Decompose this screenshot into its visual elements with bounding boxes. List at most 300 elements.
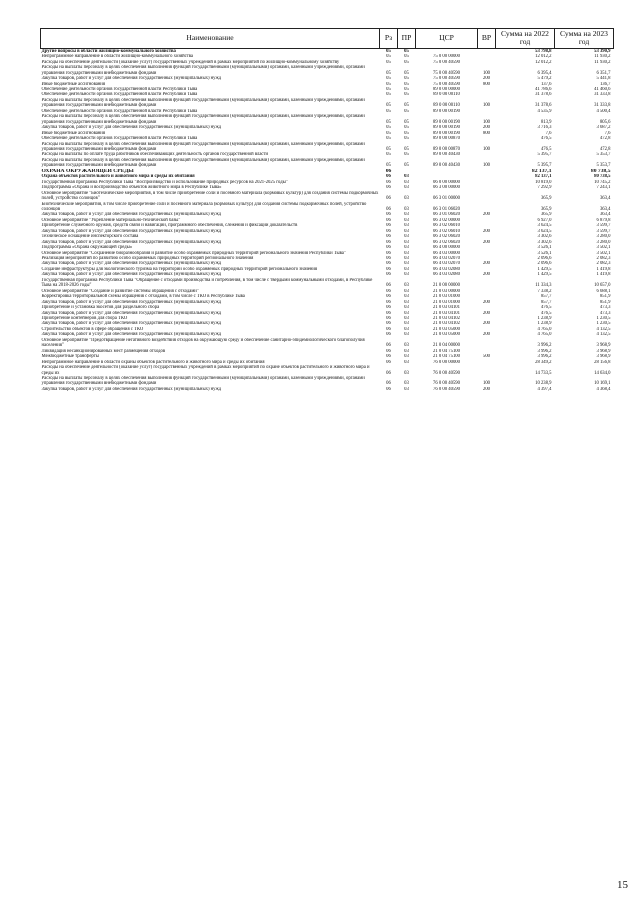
cell-name: Закупка товаров, работ и услуг для обеспечения государственных (муниципальных) нужд — [41, 76, 222, 82]
cell-csr: 21 0 03 04102 — [433, 316, 460, 322]
cell-name: Расходы на выплаты персоналу в целях обеспечения выполнения функций государственными (муниципальными) органами, казенными учреждениями, органами управления государственными внебюджетными фондами — [41, 97, 365, 109]
cell-name: Расходы на выплаты персоналу в целях обеспечения выполнения функций государственными (муниципальными) органами, казенными учреждениями, органами управления государственными внебюджетными фондами — [41, 65, 365, 76]
cell-sum-2023: 6 879,8 — [596, 217, 611, 223]
table-row — [41, 158, 614, 169]
cell-name: Расходы на выплаты персоналу в целях обеспечения выполнения функций государственными (муниципальными) органами, казенными учреждениями, органами управления государственными внебюджетными фондами — [41, 157, 365, 169]
cell-pr: 05 — [404, 76, 409, 82]
cell-rz: 06 — [386, 239, 391, 245]
cell-csr: 76 0 00 40590 — [433, 370, 460, 376]
cell-pr: 03 — [404, 343, 409, 349]
cell-pr: 03 — [404, 228, 409, 234]
cell-csr: 76 0 00 40590 — [433, 381, 460, 387]
cell-sum-2023: 3 687,2 — [596, 125, 611, 131]
cell-sum-2022: 53 798,8 — [535, 48, 552, 54]
cell-rz: 05 — [386, 59, 391, 65]
cell-sum-2023: 4 132,5 — [596, 332, 611, 338]
cell-name: ОХРАНА ОКРУЖАЮЩЕЙ СРЕДЫ — [41, 168, 134, 174]
cell-pr: 03 — [404, 234, 409, 240]
cell-rz: 06 — [386, 179, 391, 185]
cell-vr: 100 — [482, 119, 491, 125]
cell-pr: 03 — [404, 196, 409, 202]
cell-sum-2022: 857,7 — [540, 299, 552, 305]
cell-vr: 200 — [482, 332, 491, 338]
cell-sum-2022: 3 624,5 — [537, 223, 552, 229]
table-row — [41, 278, 614, 289]
cell-rz: 05 — [386, 76, 391, 82]
cell-pr: 03 — [404, 354, 409, 360]
cell-csr: 21 0 04 75100 — [433, 348, 460, 354]
table-row — [41, 338, 614, 349]
cell-csr: 89 0 00 00110 — [433, 92, 460, 98]
cell-pr: 03 — [404, 256, 409, 262]
cell-sum-2022: 41 786,6 — [535, 86, 552, 92]
cell-csr: 06 3 02 06010 — [433, 223, 460, 229]
cell-sum-2022: 3 302,6 — [537, 239, 552, 245]
cell-name: Основное мероприятие "Создание и развитие системы обращения с отходами" — [41, 288, 199, 294]
cell-vr: 800 — [482, 81, 491, 87]
cell-sum-2022: 7 338,2 — [537, 288, 552, 294]
cell-sum-2023: 3 280,0 — [596, 239, 611, 245]
cell-sum-2022: 7,6 — [545, 130, 552, 136]
cell-name: Закупка товаров, работ и услуг для обеспечения государственных (муниципальных) нужд — [41, 272, 222, 278]
cell-rz: 06 — [386, 185, 391, 191]
cell-name: Государственная программа Республики Тыва "Воспроизводство и использование природных ресурсов на 2021-2025 годы" — [41, 179, 288, 185]
cell-rz: 05 — [386, 125, 391, 131]
cell-rz: 06 — [386, 294, 391, 300]
cell-sum-2023: 1 230,5 — [596, 316, 611, 322]
cell-rz: 06 — [386, 174, 391, 180]
cell-rz: 06 — [386, 299, 391, 305]
table-row — [41, 114, 614, 125]
cell-rz: 06 — [386, 196, 391, 202]
cell-csr: 06 3 01 06020 — [433, 212, 460, 218]
cell-pr: 05 — [404, 108, 409, 114]
cell-csr: 06 3 02 06020 — [433, 234, 460, 240]
cell-csr: 06 3 02 00000 — [433, 217, 460, 223]
cell-name: Закупка товаров, работ и услуг для обеспечения государственных (муниципальных) нужд — [41, 299, 222, 305]
cell-name: Закупка товаров, работ и услуг для обеспечения государственных (муниципальных) нужд — [41, 321, 222, 327]
cell-sum-2023: 6 351,7 — [596, 70, 611, 76]
cell-vr: 100 — [482, 146, 491, 152]
cell-sum-2023: 10 745,2 — [594, 179, 611, 185]
cell-csr: 76 0 00 00000 — [433, 359, 460, 365]
cell-sum-2022: 365,9 — [540, 212, 552, 218]
cell-pr: 05 — [404, 163, 409, 169]
cell-rz: 05 — [386, 146, 391, 152]
cell-rz: 05 — [386, 119, 391, 125]
cell-rz: 06 — [386, 228, 391, 234]
cell-csr: 21 0 03 04102 — [433, 321, 460, 327]
cell-rz: 06 — [386, 206, 391, 212]
cell-sum-2022: 3 996,2 — [537, 343, 552, 349]
cell-sum-2022: 2 096,6 — [537, 261, 552, 267]
cell-vr: 500 — [482, 354, 491, 360]
cell-rz: 05 — [386, 130, 391, 136]
cell-pr: 05 — [404, 130, 409, 136]
cell-csr: 89 0 00 00190 — [433, 108, 460, 114]
cell-sum-2022: 3 996,2 — [537, 348, 552, 354]
cell-rz: 06 — [386, 321, 391, 327]
cell-sum-2022: 11 334,3 — [535, 283, 552, 289]
cell-name: Обеспечение деятельности органов государственной власти Республики Тыва — [41, 136, 198, 142]
cell-pr: 03 — [404, 266, 409, 272]
cell-name: Закупка товаров, работ и услуг для обеспечения государственных (муниципальных) нужд — [41, 228, 222, 234]
cell-pr: 03 — [404, 185, 409, 191]
cell-rz: 05 — [386, 163, 391, 169]
cell-sum-2022: 1 429,5 — [537, 266, 552, 272]
cell-vr — [478, 365, 496, 376]
cell-sum-2023: 6 688,1 — [596, 288, 611, 294]
cell-pr: 03 — [404, 250, 409, 256]
cell-sum-2022: 1 238,9 — [537, 321, 552, 327]
cell-csr: 75 0 00 40590 — [433, 76, 460, 82]
cell-csr: 06 4 03 02070 — [433, 261, 460, 267]
cell-pr: 03 — [404, 332, 409, 338]
cell-name: Закупка товаров, работ и услуг для обеспечения государственных (муниципальных) нужд — [41, 239, 222, 245]
cell-rz: 06 — [386, 359, 391, 365]
cell-sum-2022: 12 012,2 — [535, 59, 552, 65]
cell-sum-2023: 4 500,4 — [596, 108, 611, 114]
cell-sum-2023: 4 132,5 — [596, 326, 611, 332]
cell-sum-2022: 476,5 — [540, 136, 552, 142]
header-sum-2023: Сумма на 2023 год — [555, 29, 614, 49]
cell-vr: 200 — [482, 272, 491, 278]
cell-sum-2022: 3 526,1 — [537, 250, 552, 256]
cell-sum-2023: 363,4 — [599, 196, 611, 202]
cell-csr: 75 0 00 40590 — [433, 59, 460, 65]
cell-vr: 200 — [482, 310, 491, 316]
cell-pr: 03 — [404, 261, 409, 267]
cell-name: Межбюджетные трансферты — [41, 354, 99, 360]
cell-sum-2023: 363,4 — [599, 212, 611, 218]
cell-rz: 06 — [386, 326, 391, 332]
cell-name: Иные бюджетные ассигнования — [41, 130, 105, 136]
cell-sum-2023: 1 419,8 — [596, 272, 611, 278]
cell-csr: 89 0 00 00000 — [433, 86, 460, 92]
cell-csr: 21 0 04 75100 — [433, 354, 460, 360]
cell-rz: 06 — [386, 266, 391, 272]
cell-sum-2023: 11 930,2 — [594, 59, 611, 65]
table-row — [41, 142, 614, 153]
cell-csr: 76 0 00 40590 — [433, 386, 460, 392]
cell-vr: 200 — [482, 321, 491, 327]
header-name: Наименование — [41, 29, 380, 49]
budget-sheet — [40, 28, 613, 392]
cell-vr — [478, 338, 496, 349]
cell-sum-2022: 31 378,6 — [535, 103, 552, 109]
cell-rz: 06 — [386, 261, 391, 267]
cell-csr: 21 0 04 00000 — [433, 343, 460, 349]
cell-sum-2022: 4 765,0 — [537, 326, 552, 332]
cell-csr: 21 0 03 01000 — [433, 299, 460, 305]
cell-name: Приобретение и установка экосетов для раздельного сбора — [41, 305, 160, 311]
cell-name: Расходы на обеспечение деятельности (оказание услуг) государственных учреждений в рамках мероприятий по жилищно-коммунальному хозяйству — [41, 59, 340, 65]
cell-pr: 05 — [404, 146, 409, 152]
header-vr: ВР — [478, 29, 496, 49]
cell-pr: 03 — [404, 272, 409, 278]
cell-sum-2023: 3 968,9 — [596, 343, 611, 349]
cell-sum-2023: 2 082,3 — [596, 256, 611, 262]
cell-rz: 06 — [386, 343, 391, 349]
cell-csr: 21 0 00 00000 — [433, 283, 460, 289]
cell-rz: 05 — [386, 152, 391, 158]
cell-name: Иные бюджетные ассигнования — [41, 81, 105, 87]
cell-vr: 200 — [482, 239, 491, 245]
cell-vr: 200 — [482, 212, 491, 218]
cell-rz: 05 — [386, 70, 391, 76]
cell-csr: 75 0 00 40590 — [433, 70, 460, 76]
cell-sum-2022: 82 137,1 — [531, 168, 552, 174]
cell-sum-2022: 5 479,2 — [537, 76, 552, 82]
cell-vr: 100 — [482, 70, 491, 76]
cell-name: Расходы на выплаты персоналу в целях обеспечения выполнения функций государственными (муниципальными) органами, казенными учреждениями, органами управления государственными внебюджетными фондами — [41, 141, 365, 152]
cell-csr: 06 3 00 00000 — [433, 185, 460, 191]
cell-name: Основное мероприятие "Биотехнические мероприятия, в том числе приобретение соли и посевного материала (кормовых культур) для создания системы подкормочных полей, устройство солонцов" — [41, 190, 379, 202]
cell-csr: 06 3 01 00000 — [433, 196, 460, 202]
cell-pr: 03 — [404, 299, 409, 305]
cell-name: Биотехнические мероприятия, в том числе приобретение соли и посевного материала (кормовых культур) для создания системы подкормочных полей, устройство солонцов — [41, 201, 367, 212]
table-body — [41, 48, 614, 392]
cell-csr: 21 0 03 00000 — [433, 288, 460, 294]
cell-csr: 89 0 00 40430 — [433, 152, 460, 158]
cell-sum-2022: 1 238,9 — [537, 316, 552, 322]
cell-pr: 03 — [404, 316, 409, 322]
cell-sum-2023: 3 968,9 — [596, 348, 611, 354]
cell-pr: 05 — [404, 136, 409, 142]
table-row — [41, 191, 614, 202]
cell-pr: 03 — [404, 321, 409, 327]
cell-csr: 06 3 02 06010 — [433, 228, 460, 234]
cell-sum-2022: 3 716,3 — [537, 125, 552, 131]
cell-pr: 03 — [404, 174, 409, 180]
cell-sum-2023: 472,8 — [599, 146, 611, 152]
cell-pr: 03 — [404, 217, 409, 223]
cell-vr: 100 — [482, 163, 491, 169]
cell-name: Обеспечение деятельности органов государственной власти Республики Тыва — [41, 92, 198, 98]
cell-name: Ликвидация несанкционированных мест размещения отходов — [41, 348, 166, 354]
cell-sum-2023: 80 738,5 — [590, 168, 611, 174]
cell-rz: 06 — [386, 223, 391, 229]
cell-pr: 03 — [404, 381, 409, 387]
cell-sum-2023: 473,3 — [599, 310, 611, 316]
cell-pr: 03 — [404, 206, 409, 212]
cell-rz: 06 — [386, 288, 391, 294]
cell-sum-2022: 6 395,4 — [537, 70, 552, 76]
cell-name: Государственная программа Республики Тыва "Обращение с отходами производства и потребления, в том числе с твердыми коммунальными отходами, в Республике Тыва на 2018-2026 годы" — [41, 277, 373, 289]
cell-csr: 21 0 03 04101 — [433, 310, 460, 316]
cell-pr: 03 — [404, 288, 409, 294]
cell-name: Подпрограмма «Охрана окружающей среды» — [41, 245, 133, 251]
cell-sum-2022: 476,5 — [540, 146, 552, 152]
cell-sum-2023: 3 280,0 — [596, 234, 611, 240]
cell-sum-2022: 10 238,9 — [535, 381, 552, 387]
cell-csr: 89 0 00 00190 — [433, 125, 460, 131]
cell-sum-2023: 472,8 — [599, 136, 611, 142]
cell-name: Приобретение служебного оружия, средств связи и навигации, программного обеспечения, слежения и фиксации доказательств — [41, 223, 298, 229]
cell-rz: 05 — [386, 54, 391, 60]
cell-sum-2022: 2 096,6 — [537, 256, 552, 262]
header-sum-2022: Сумма на 2022 год — [496, 29, 555, 49]
cell-sum-2022: 14 733,5 — [535, 370, 552, 376]
cell-rz: 05 — [386, 103, 391, 109]
cell-sum-2023: 805,6 — [599, 119, 611, 125]
cell-name: Основное мероприятие "Сохранение биоразнообразия и развитие особо охраняемых природных территорий регионального значения Республики Тыва" — [41, 250, 346, 256]
cell-sum-2022: 3 302,6 — [537, 234, 552, 240]
cell-pr: 03 — [404, 348, 409, 354]
cell-rz: 05 — [386, 86, 391, 92]
cell-csr: 89 0 00 00870 — [433, 146, 460, 152]
cell-pr: 03 — [404, 223, 409, 229]
cell-sum-2022: 28 349,2 — [535, 359, 552, 365]
cell-sum-2023: 31 333,8 — [594, 92, 611, 98]
cell-pr: 03 — [404, 212, 409, 218]
cell-sum-2023: 2 082,3 — [596, 261, 611, 267]
cell-sum-2023: 10 169,1 — [594, 381, 611, 387]
cell-sum-2023: 10 657,0 — [594, 283, 611, 289]
cell-vr: 200 — [482, 261, 491, 267]
cell-rz: 06 — [386, 250, 391, 256]
cell-sum-2022: 10 819,0 — [535, 179, 552, 185]
cell-sum-2023: 41 460,6 — [594, 86, 611, 92]
cell-name: Закупка товаров, работ и услуг для обеспечения государственных (муниципальных) нужд — [41, 125, 222, 131]
cell-name: Реализация мероприятий по развитию особо охраняемых природных территорий регионального значения — [41, 256, 254, 262]
cell-name: Обеспечение деятельности органов государственной власти Республики Тыва — [41, 86, 198, 92]
cell-pr: 05 — [404, 125, 409, 131]
cell-sum-2023: 851,9 — [599, 299, 611, 305]
cell-sum-2022: 31 378,6 — [535, 92, 552, 98]
cell-pr: 05 — [404, 70, 409, 76]
cell-csr: 75 0 00 00000 — [433, 54, 460, 60]
cell-pr: 03 — [404, 359, 409, 365]
cell-rz: 06 — [386, 245, 391, 251]
cell-rz: 06 — [386, 212, 391, 218]
cell-pr: 03 — [404, 294, 409, 300]
cell-pr: 03 — [404, 370, 409, 376]
cell-sum-2023: 53 390,9 — [594, 48, 611, 54]
cell-name: Основное мероприятие "Предотвращение негативного воздействия отходов на окружающую среду и обеспечение санитарно-эпидемиологического благополучия населения" — [41, 337, 365, 349]
header-csr: ЦСР — [416, 29, 478, 49]
cell-vr: 200 — [482, 386, 491, 392]
cell-sum-2023: 31 333,8 — [594, 103, 611, 109]
cell-rz: 06 — [386, 348, 391, 354]
cell-name: Закупка товаров, работ и услуг для обеспечения государственных (муниципальных) нужд — [41, 261, 222, 267]
cell-vr: 200 — [482, 299, 491, 305]
cell-name: Техническое оснащение инспекторского состава — [41, 234, 139, 240]
cell-sum-2023: 851,9 — [599, 294, 611, 300]
cell-name: Закупка товаров, работ и услуг для обеспечения государственных (муниципальных) нужд — [41, 310, 222, 316]
cell-sum-2023: 5 353,7 — [596, 152, 611, 158]
cell-rz: 05 — [386, 108, 391, 114]
cell-sum-2022: 82 137,1 — [535, 174, 552, 180]
cell-name: Корректировка территориальной схемы обращения с отходами, в том числе с ТКО в Республике Тыва — [41, 294, 245, 300]
cell-sum-2023: 363,4 — [599, 206, 611, 212]
cell-sum-2022: 365,9 — [540, 196, 552, 202]
cell-rz: 06 — [386, 381, 391, 387]
table-header-row — [41, 29, 614, 49]
cell-csr: 21 0 03 05000 — [433, 326, 460, 332]
cell-sum-2023: 7 243,1 — [596, 185, 611, 191]
cell-rz: 06 — [386, 332, 391, 338]
cell-pr: 05 — [404, 81, 409, 87]
cell-sum-2023: 14 634,0 — [594, 370, 611, 376]
cell-rz: 06 — [386, 305, 391, 311]
cell-name: Расходы на выплаты персоналу в целях обеспечения выполнения функций государственными (муниципальными) органами, казенными учреждениями, органами управления государственными внебюджетными фондами — [41, 114, 365, 125]
cell-sum-2022: 3 526,1 — [537, 245, 552, 251]
cell-csr: 06 4 03 02080 — [433, 266, 460, 272]
budget-table — [40, 28, 614, 392]
table-row — [41, 376, 614, 387]
cell-pr: 05 — [404, 86, 409, 92]
cell-pr: 05 — [404, 92, 409, 98]
cell-vr — [478, 202, 496, 213]
table-row — [41, 387, 614, 392]
cell-name: Расходы на выплаты персоналу в целях обеспечения выполнения функций государственными (муниципальными) органами, казенными учреждениями, органами управления государственными внебюджетными фондами — [41, 376, 365, 387]
cell-csr: 89 0 00 00190 — [433, 119, 460, 125]
cell-vr: 200 — [482, 125, 491, 131]
cell-name: Основное мероприятие "Укрепление материально-технической базы" — [41, 217, 181, 223]
cell-sum-2023: 4 368,4 — [596, 386, 611, 392]
cell-vr — [478, 278, 496, 289]
cell-csr: 89 0 00 00110 — [433, 103, 460, 109]
cell-rz: 05 — [386, 92, 391, 98]
cell-sum-2023: 3 599,7 — [596, 228, 611, 234]
cell-csr: 06 3 02 06020 — [433, 239, 460, 245]
cell-sum-2023: 1 419,8 — [596, 266, 611, 272]
cell-rz: 06 — [386, 316, 391, 322]
cell-pr: 05 — [404, 54, 409, 60]
cell-name: Расходы на обеспечение деятельности (оказание услуг) государственных учреждений в рамках мероприятий по охране объектов растительного и животного мира и среды их — [41, 365, 370, 376]
cell-sum-2023: 11 930,2 — [594, 54, 611, 60]
cell-sum-2022: 3 624,5 — [537, 228, 552, 234]
cell-pr: 03 — [404, 239, 409, 245]
cell-sum-2023: 5 441,8 — [596, 76, 611, 82]
cell-pr: 03 — [404, 245, 409, 251]
cell-name: Непрограммное направление в области жилищно-коммунального хозяйства — [41, 54, 193, 60]
cell-sum-2022: 4 535,9 — [537, 108, 552, 114]
cell-vr: 800 — [482, 130, 491, 136]
cell-pr: 05 — [404, 152, 409, 158]
cell-csr: 21 0 03 05000 — [433, 332, 460, 338]
cell-name: Закупка товаров, работ и услуг для обеспечения государственных (муниципальных) нужд — [41, 212, 222, 218]
cell-rz: 06 — [386, 370, 391, 376]
cell-csr: 06 3 01 06020 — [433, 206, 460, 212]
cell-rz: 05 — [386, 81, 391, 87]
cell-sum-2022: 365,9 — [540, 206, 552, 212]
cell-sum-2022: 476,5 — [540, 310, 552, 316]
cell-vr: 200 — [482, 76, 491, 82]
header-rz: Рз — [380, 29, 398, 49]
cell-pr: 05 — [404, 48, 409, 54]
cell-rz: 06 — [386, 283, 391, 289]
cell-name: Строительство объектов в сфере обращения с ТКО — [41, 326, 144, 332]
cell-sum-2023: 3 599,7 — [596, 223, 611, 229]
cell-vr: 100 — [482, 103, 491, 109]
cell-vr — [478, 191, 496, 202]
table-row — [41, 98, 614, 109]
cell-pr: 05 — [404, 59, 409, 65]
cell-sum-2022: 5 395,7 — [537, 163, 552, 169]
cell-csr: 89 0 00 00870 — [433, 136, 460, 142]
cell-sum-2023: 5 353,7 — [596, 163, 611, 169]
cell-csr: 06 4 03 00000 — [433, 250, 460, 256]
cell-pr: 05 — [404, 103, 409, 109]
cell-sum-2022: 857,7 — [540, 294, 552, 300]
page-number: 15 — [617, 879, 628, 891]
table-row — [41, 65, 614, 76]
cell-sum-2022: 4 397,4 — [537, 386, 552, 392]
cell-sum-2022: 137,6 — [540, 81, 552, 87]
cell-sum-2022: 3 996,2 — [537, 354, 552, 360]
